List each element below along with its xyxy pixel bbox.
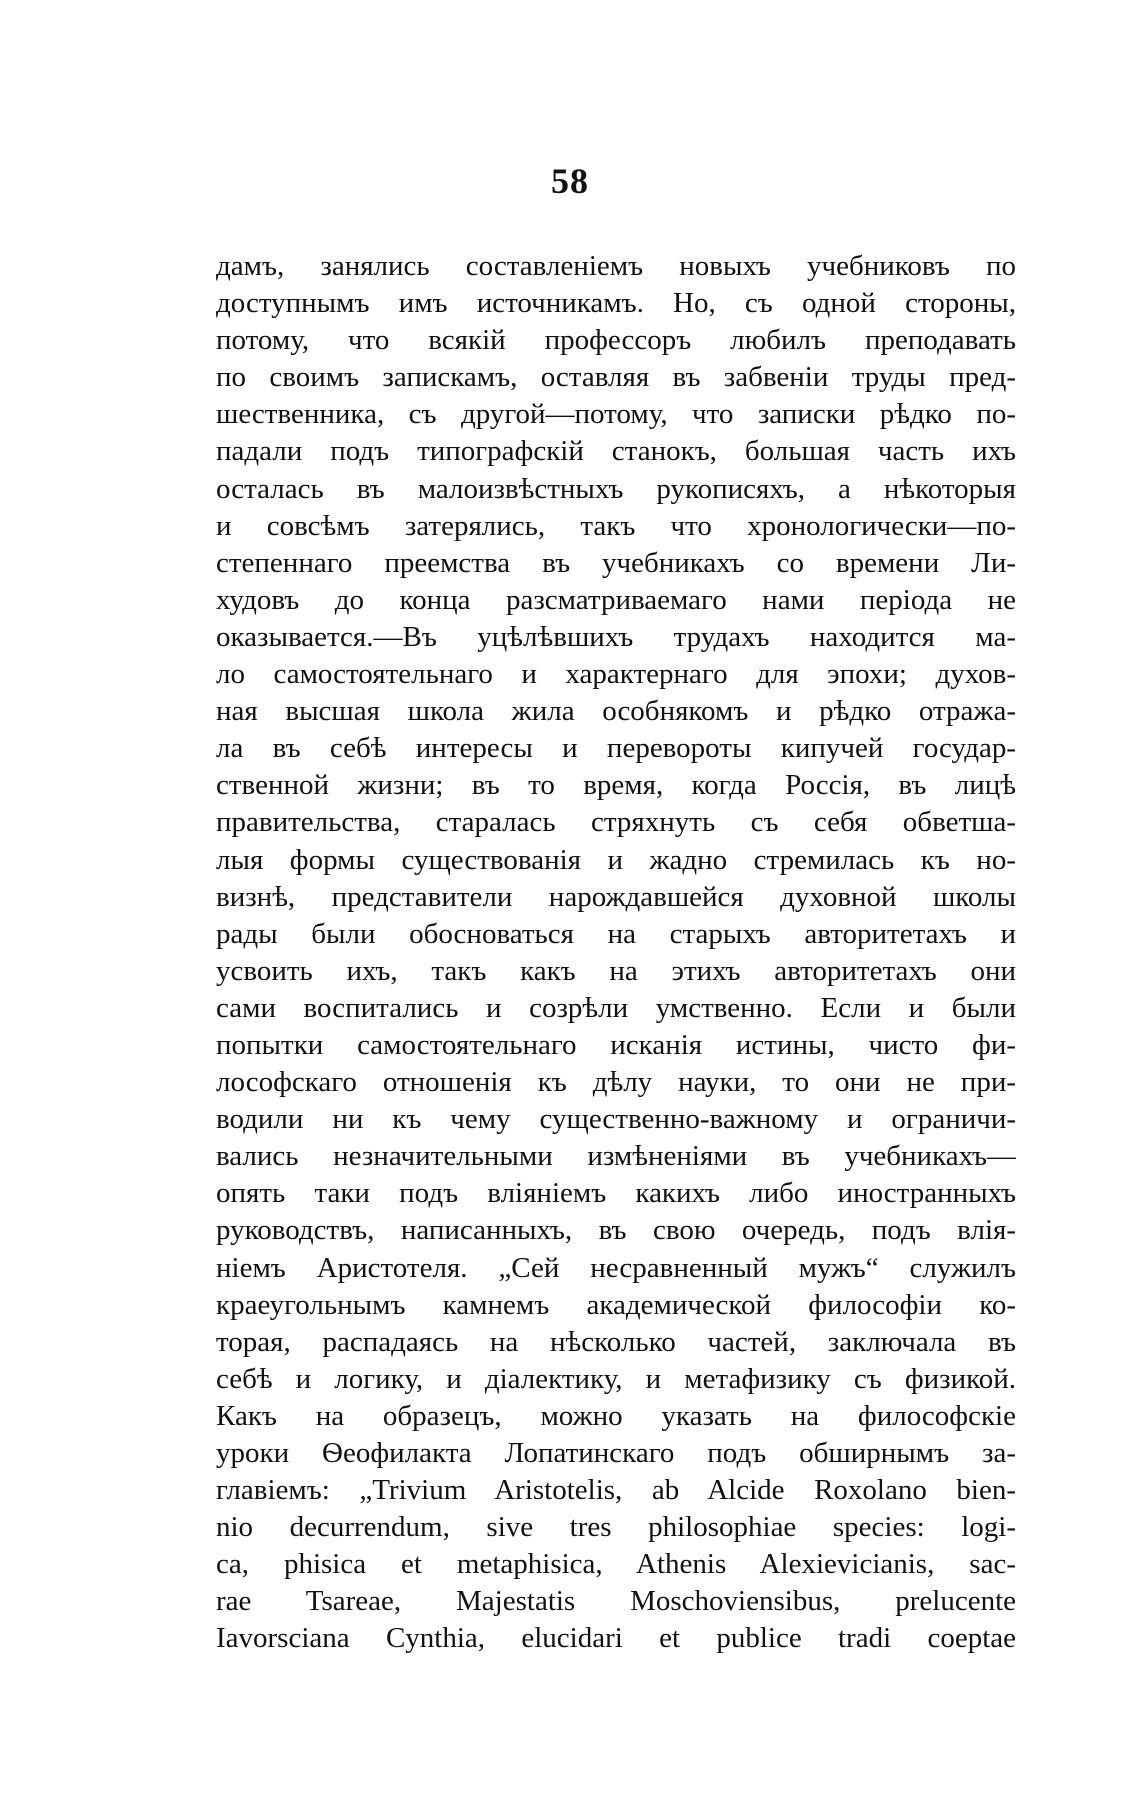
text-line-4: по своимъ запискамъ, оставляя въ забвеніи труды пред- xyxy=(216,361,1016,394)
text-line-17: лыя формы существованія и жадно стремилась къ но- xyxy=(216,843,1016,876)
page-number: 58 xyxy=(551,161,589,201)
text-line-21: сами воспитались и созрѣли умственно. Если и были xyxy=(216,991,1016,1024)
text-line-18: визнѣ, представители нарождавшейся духовной школы xyxy=(216,880,1016,913)
text-line-6: падали подъ типографскій станокъ, большая часть ихъ xyxy=(216,435,1016,468)
text-line-25: вались незначительными измѣненіями въ учебникахъ— xyxy=(216,1140,1016,1173)
text-line-1: дамъ, занялись составленіемъ новыхъ учебниковъ по xyxy=(216,250,1016,282)
text-line-28: ніемъ Аристотеля. „Сей несравненный мужъ“ служилъ xyxy=(216,1251,1016,1284)
text-line-22: попытки самостоятельнаго исканія истины, чисто фи- xyxy=(216,1028,1016,1061)
text-line-11: оказывается.—Въ уцѣлѣвшихъ трудахъ находится ма- xyxy=(216,620,1016,653)
text-line-10: худовъ до конца разсматриваемаго нами періода не xyxy=(216,583,1016,616)
text-line-38: Iavorsciana Cynthia, elucidari et publice tradi coeptae xyxy=(216,1622,1016,1655)
body-text xyxy=(216,248,1016,1658)
text-line-36: ca, phisica et metaphisica, Athenis Alexievicianis, sac- xyxy=(216,1548,1016,1581)
text-line-2: доступнымъ имъ источникамъ. Но, съ одной стороны, xyxy=(216,287,1016,320)
text-line-27: руководствъ, написанныхъ, въ свою очередь, подъ влія- xyxy=(216,1214,1016,1247)
text-line-29: краеугольнымъ камнемъ академической философіи ко- xyxy=(216,1288,1016,1321)
text-line-19: рады были обосноваться на старыхъ авторитетахъ и xyxy=(216,917,1016,950)
text-line-14: ла въ себѣ интересы и перевороты кипучей государ- xyxy=(216,732,1016,765)
text-line-23: лософскаго отношенія къ дѣлу науки, то они не при- xyxy=(216,1066,1016,1099)
text-line-31: себѣ и логику, и діалектику, и метафизику съ физикой. xyxy=(216,1362,1016,1395)
text-line-32: Какъ на образецъ, можно указать на философскіе xyxy=(216,1399,1016,1432)
text-line-9: степеннаго преемства въ учебникахъ со времени Ли- xyxy=(216,546,1016,579)
text-line-16: правительства, старалась стряхнуть съ себя обветша- xyxy=(216,806,1016,839)
text-line-26: опять таки подъ вліяніемъ какихъ либо иностранныхъ xyxy=(216,1177,1016,1210)
text-line-35: nio decurrendum, sive tres philosophiae species: logi- xyxy=(216,1511,1016,1544)
text-line-24: водили ни къ чему существенно-важному и ограничи- xyxy=(216,1103,1016,1136)
text-line-12: ло самостоятельнаго и характернаго для эпохи; духов- xyxy=(216,658,1016,691)
text-line-5: шественника, съ другой—потому, что записки рѣдко по- xyxy=(216,398,1016,431)
text-line-20: усвоить ихъ, такъ какъ на этихъ авторитетахъ они xyxy=(216,954,1016,987)
text-line-34: главіемъ: „Trivium Aristotelis, ab Alcide Roxolano bien- xyxy=(216,1474,1016,1507)
text-line-3: потому, что всякій профессоръ любилъ преподавать xyxy=(216,324,1016,357)
text-line-13: ная высшая школа жила особнякомъ и рѣдко отража- xyxy=(216,695,1016,728)
text-line-37: rae Tsareae, Majestatis Moschoviensibus, prelucente xyxy=(216,1585,1016,1618)
text-line-7: осталась въ малоизвѣстныхъ рукописяхъ, а нѣкоторыя xyxy=(216,472,1016,505)
text-line-15: ственной жизни; въ то время, когда Россія, въ лицѣ xyxy=(216,769,1016,802)
text-line-33: уроки Ѳеофилакта Лопатинскаго подъ обширнымъ за- xyxy=(216,1437,1016,1469)
text-line-30: торая, распадаясь на нѣсколько частей, заключала въ xyxy=(216,1325,1016,1358)
text-line-8: и совсѣмъ затерялись, такъ что хронологически—по- xyxy=(216,509,1016,542)
